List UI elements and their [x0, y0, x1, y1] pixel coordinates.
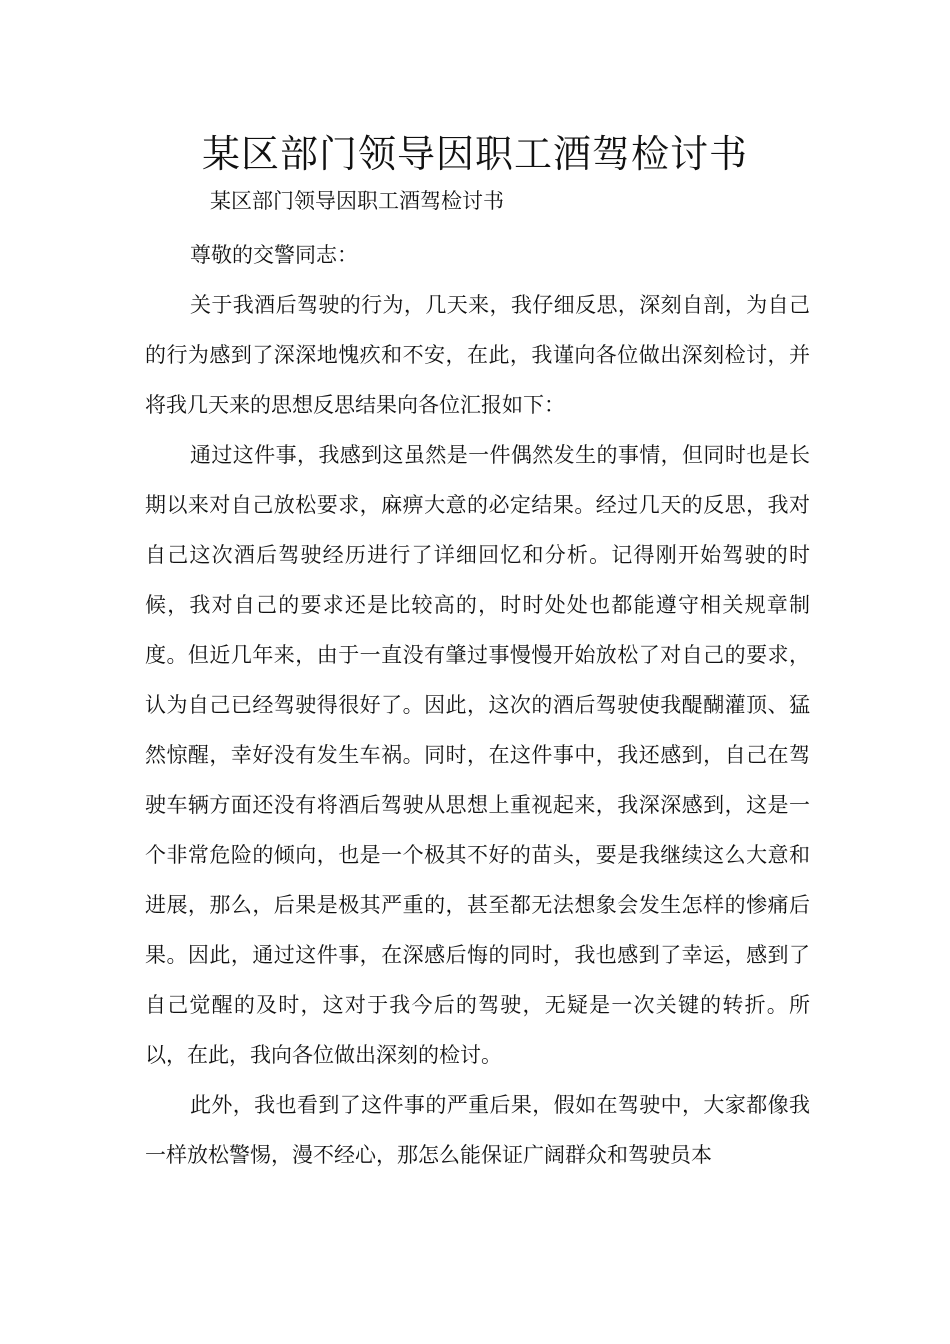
document-body	[145, 230, 810, 1180]
paragraph-1: 关于我酒后驾驶的行为，几天来，我仔细反思，深刻自剖，为自己的行为感到了深深地愧疚和不安，在此，我谨向各位做出深刻检讨，并将我几天来的思想反思结果向各位汇报如下：	[145, 293, 810, 417]
document-title: 某区部门领导因职工酒驾检讨书	[201, 132, 748, 176]
paragraph-2: 通过这件事，我感到这虽然是一件偶然发生的事情，但同时也是长期以来对自己放松要求，麻痹大意的必定结果。经过几天的反思，我对自己这次酒后驾驶经历进行了详细回忆和分析。记得刚开始驾驶的时候，我对自己的要求还是比较高的，时时处处也都能遵守相关规章制度。但近几年来，由于一直没有肇过事慢慢开始放松了对自己的要求，认为自己已经驾驶得很好了。因此，这次的酒后驾驶使我醍醐灌顶、猛然惊醒，幸好没有发生车祸。同时，在这件事中，我还感到，自己在驾驶车辆方面还没有将酒后驾驶从思想上重视起来，我深深感到，这是一个非常危险的倾向，也是一个极其不好的苗头，要是我继续这么大意和进展，那么，后果是极其严重的，甚至都无法想象会发生怎样的惨痛后果。因此，通过这件事，在深感后悔的同时，我也感到了幸运，感到了自己觉醒的及时，这对于我今后的驾驶，无疑是一次关键的转折。所以，在此，我向各位做出深刻的检讨。	[145, 443, 810, 1067]
salutation: 尊敬的交警同志：	[190, 243, 358, 267]
paragraph-3: 此外，我也看到了这件事的严重后果，假如在驾驶中，大家都像我一样放松警惕，漫不经心，那怎么能保证广阔群众和驾驶员本	[145, 1093, 810, 1167]
document-subtitle: 某区部门领导因职工酒驾检讨书	[210, 189, 504, 213]
